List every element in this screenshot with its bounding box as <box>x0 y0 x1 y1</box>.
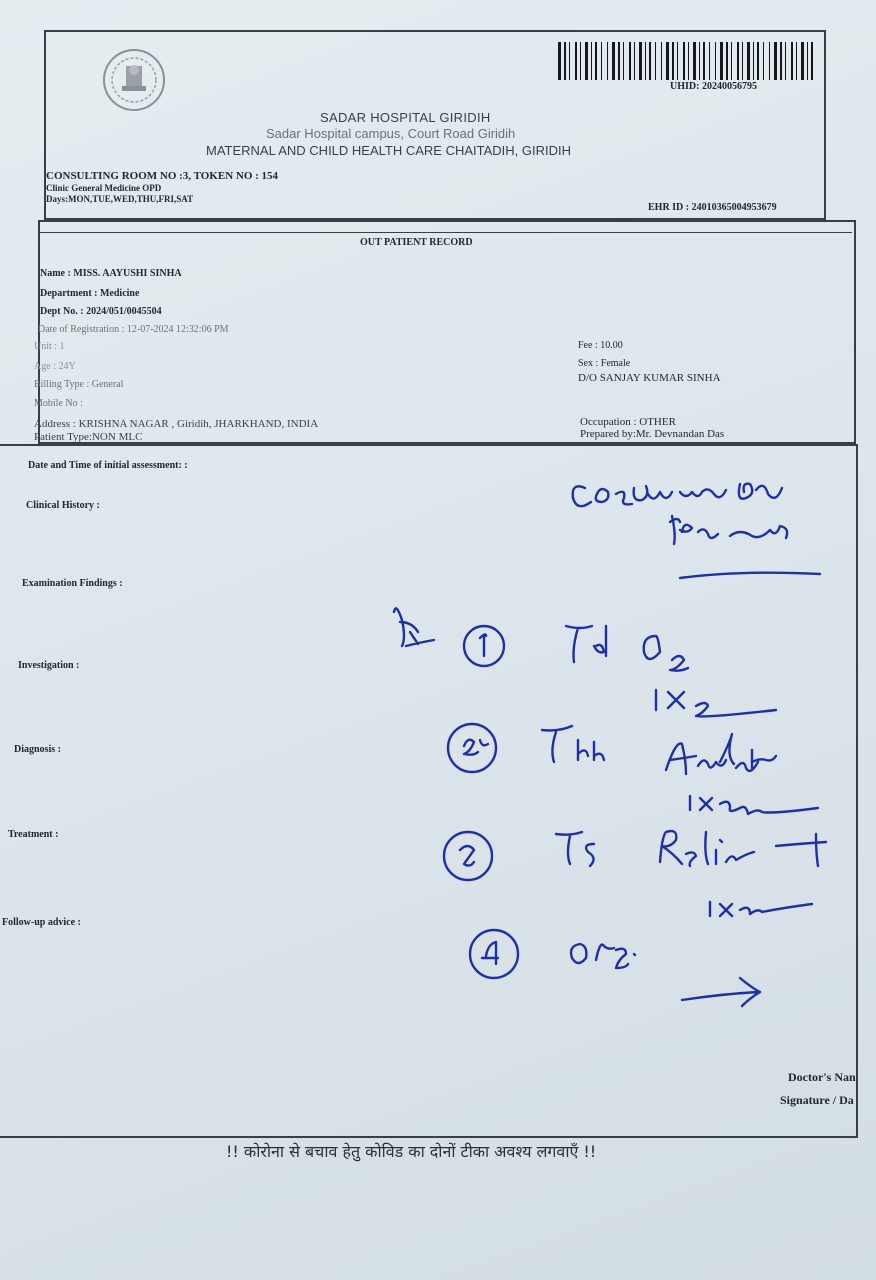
patient-dept-no: Dept No. : 2024/051/0045504 <box>40 306 162 317</box>
patient-age: Age : 24Y <box>34 361 76 372</box>
registration-date: Date of Registration : 12-07-2024 12:32:06 PM <box>38 324 229 335</box>
examination-label: Examination Findings : <box>22 578 123 589</box>
ehr-id: EHR ID : 24010365004953679 <box>648 202 777 213</box>
patient-sex: Sex : Female <box>578 358 631 369</box>
handwritten-prescription <box>380 470 860 1020</box>
treatment-label: Treatment : <box>8 829 59 840</box>
investigation-label: Investigation : <box>18 660 80 671</box>
mobile-number: Mobile No : <box>34 398 83 409</box>
consulting-room: CONSULTING ROOM NO :3, TOKEN NO : 154 <box>46 170 279 182</box>
record-title-rule <box>40 232 852 233</box>
hospital-unit: MATERNAL AND CHILD HEALTH CARE CHAITADIH, GIRIDIH <box>206 143 572 158</box>
patient-relation: D/O SANJAY KUMAR SINHA <box>578 372 721 384</box>
patient-unit: Unit : 1 <box>34 341 65 352</box>
patient-address: Address : KRISHNA NAGAR , Giridih, JHARKHAND, INDIA <box>34 418 319 430</box>
assessment-label: Date and Time of initial assessment: : <box>28 460 188 471</box>
diagnosis-label: Diagnosis : <box>14 744 61 755</box>
clinic-name: Clinic General Medicine OPD <box>46 183 162 193</box>
patient-name: Name : MISS. AAYUSHI SINHA <box>40 268 182 279</box>
patient-type: Patient Type:NON MLC <box>34 431 143 443</box>
doctor-name-label: Doctor's Nan <box>788 1070 856 1084</box>
record-title: OUT PATIENT RECORD <box>360 237 473 248</box>
covid-vaccination-notice: !! कोरोना से बचाव हेतु कोविड का दोनों टीका अवश्य लगवाएँ !! <box>226 1142 597 1161</box>
hospital-address: Sadar Hospital campus, Court Road Giridih <box>266 126 516 141</box>
hospital-name: SADAR HOSPITAL GIRIDIH <box>320 110 491 125</box>
patient-department: Department : Medicine <box>40 288 140 299</box>
billing-type: Billing Type : General <box>34 379 124 390</box>
patient-occupation: Occupation : OTHER <box>580 416 676 428</box>
followup-label: Follow-up advice : <box>2 917 81 928</box>
barcode <box>556 42 818 84</box>
prepared-by: Prepared by:Mr. Devnandan Das <box>580 428 725 440</box>
clinical-history-label: Clinical History : <box>26 500 100 511</box>
uhid-label: UHID: 20240056795 <box>670 81 757 92</box>
clinic-days: Days:MON,TUE,WED,THU,FRI,SAT <box>46 194 194 204</box>
government-emblem-icon <box>98 48 170 112</box>
consultation-fee: Fee : 10.00 <box>578 340 623 351</box>
signature-label: Signature / Da <box>780 1093 854 1107</box>
